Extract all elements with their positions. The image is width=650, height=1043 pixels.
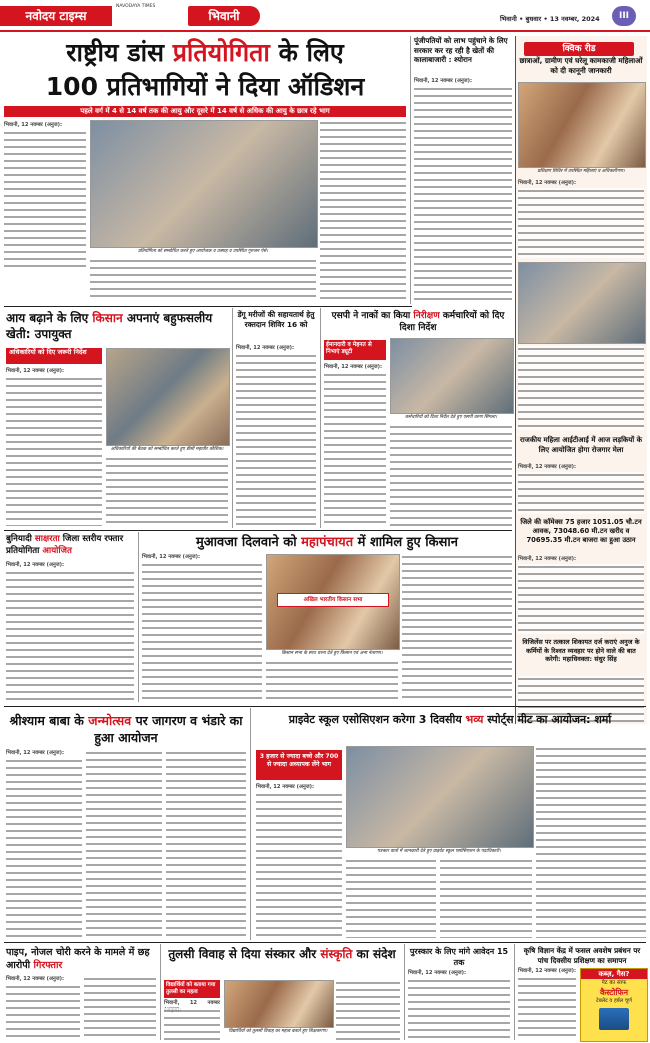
mahapanchayat-photo-caption: किसान सभा के साथ धरना देते हुए किसान एवं अन्य नेतागण। bbox=[281, 651, 383, 656]
kisan-photo bbox=[106, 348, 230, 446]
quick-read-byline: भिवानी, 12 नवम्बर (अनुज): bbox=[518, 180, 577, 186]
sports-meet-photo bbox=[346, 746, 534, 848]
literacy-headline: बुनियादी साक्षरता जिला स्तरीय रफ्तार प्रतियोगिता आयोजित bbox=[6, 534, 124, 556]
sp-photo-caption: कर्मचारियों को दिशा निर्देश देते हुए एसपी वरुण सिंगला। bbox=[405, 415, 497, 420]
side-story-headline: पूंजीपतियों को लाभ पहुंचाने के लिए सरकार कर रह रही है खेतों की कालाबाजारी : श्योरान bbox=[414, 36, 508, 64]
page-number: III bbox=[612, 6, 636, 26]
krishi-headline: कृषि विज्ञान केंद्र में फसल अवशेष प्रबंधन पर पांच दिवसीय प्रशिक्षण का समापन bbox=[523, 946, 641, 965]
kisan-photo-caption: अधिकारियों की बैठक को सम्बोधित करते हुए डीसी महावीर कौशिक। bbox=[110, 447, 224, 452]
side-story-byline: भिवानी, 12 नवम्बर (अनुज): bbox=[414, 78, 473, 84]
quick-read-label: क्विक रीड bbox=[524, 42, 634, 56]
women-iti-byline: भिवानी, 12 नवम्बर (अनुज): bbox=[518, 464, 577, 470]
tulsi-photo-caption: विद्यार्थियों को तुलसी विवाह का महत्व बताते हुए शिक्षकगण। bbox=[228, 1029, 328, 1034]
sp-headline: एसपी ने नाकों का किया निरीक्षण कर्मचारियों को दिए दिशा निर्देश bbox=[331, 311, 505, 333]
literacy-byline: भिवानी, 12 नवम्बर (अनुज): bbox=[6, 562, 65, 568]
ad-line-2: पेट का साफ bbox=[601, 980, 627, 986]
kisan-byline: भिवानी, 12 नवम्बर (अनुज): bbox=[6, 368, 65, 374]
sp-photo bbox=[390, 338, 514, 414]
sp-byline: भिवानी, 12 नवम्बर (अनुज): bbox=[324, 364, 383, 370]
sports-meet-byline: भिवानी, 12 नवम्बर (अनुज): bbox=[256, 784, 315, 790]
award-headline: पुरस्कार के लिए मांगे आवेदन 15 तक bbox=[409, 947, 509, 967]
ad-line-3: टेबलेट व हर्बल चूर्ण bbox=[596, 998, 632, 1004]
dengue-headline: डेंगू मरीजों की सहायतार्थ हेतु रक्तदान शिविर 16 को bbox=[237, 310, 315, 329]
advertisement[interactable] bbox=[580, 968, 648, 1042]
mahapanchayat-banner: अखिल भारतीय किसान सभा bbox=[277, 593, 389, 607]
brand-subtitle: NAVODAYA TIMES bbox=[116, 4, 156, 9]
masthead bbox=[0, 0, 650, 32]
kisan-sub-label: अधिकारियों को दिए जरूरी निर्देश bbox=[6, 348, 102, 364]
quick-read-headline: छात्राओं, ग्रामीण एवं घरेलू कामकाजी महिलाओं को दी कानूनी जानकारी bbox=[519, 56, 643, 75]
section-tab: भिवानी bbox=[188, 6, 260, 26]
brand-logo: नवोदय टाइम्स bbox=[0, 6, 112, 26]
tulsi-headline: तुलसी विवाह से दिया संस्कार और संस्कृति का संदेश bbox=[168, 947, 396, 961]
tulsi-sub-label: विद्यार्थियों को बताया गया तुलसी का महत्व bbox=[164, 980, 220, 998]
dateline: भिवानी • बुधवार • 13 नवम्बर, 2024 bbox=[500, 15, 600, 23]
lead-headline: राष्ट्रीय डांस प्रतियोगिता के लिए 100 प्रतिभागियों ने दिया ऑडिशन bbox=[45, 38, 365, 101]
mahapanchayat-photo bbox=[266, 554, 400, 650]
quick-read-photo-2 bbox=[518, 262, 646, 344]
tulsi-photo bbox=[224, 980, 334, 1028]
quick-read-photo bbox=[518, 82, 646, 168]
sports-meet-callout: 3 हजार से ज्यादा बच्चे और 700 से ज्यादा अध्यापक लेंगे भाग bbox=[256, 750, 342, 780]
shyam-byline: भिवानी, 12 नवम्बर (अनुज): bbox=[6, 750, 65, 756]
award-byline: भिवानी, 12 नवम्बर (अनुज): bbox=[408, 970, 467, 976]
shyam-headline: श्रीश्याम बाबा के जन्मोत्सव पर जागरण व भंडारे का हुआ आयोजन bbox=[9, 713, 243, 745]
krishi-byline: भिवानी, 12 नवम्बर (अनुज): bbox=[518, 968, 577, 974]
market-byline: भिवानी, 12 नवम्बर (अनुज): bbox=[518, 556, 577, 562]
quick-read-caption: प्रशिक्षण शिविर में उपस्थित महिलाएं व अधिकारीगण। bbox=[537, 169, 625, 174]
ad-line-1: कब्ज़, गैस? bbox=[581, 969, 647, 979]
theft-byline: भिवानी, 12 नवम्बर (अनुज): bbox=[6, 976, 65, 982]
lead-photo-caption: प्रतियोगिता को सम्बोधित करते हुए आयोजक व उत्साह व उपस्थित गुरुजन ऐसे। bbox=[137, 249, 269, 254]
ad-product-icon bbox=[599, 1008, 629, 1030]
theft-headline: पाइप, नोजल चोरी करने के मामले में छह आरोपी गिरफ्तार bbox=[6, 947, 150, 971]
sports-meet-photo-caption: पत्रकार वार्ता में जानकारी देते हुए प्राइवेट स्कूल एसोसिएशन के पदाधिकारी। bbox=[377, 849, 501, 854]
lead-headline-highlight: प्रतियोगिता bbox=[172, 38, 270, 67]
market-headline: जिले की कॉमेक्स 75 हजार 1051.05 चौ.टन आवक, 73048.60 मी.टन खरीद व 70695.35 मी.टन बाजरा का हुआ उठान bbox=[520, 518, 642, 545]
dengue-byline: भिवानी, 12 नवम्बर (अनुज): bbox=[236, 345, 295, 351]
ad-brand: कैस्टोफिन bbox=[599, 988, 629, 997]
sports-meet-headline: प्राइवेट स्कूल एसोसिएशन करेगा 3 दिवसीय भव्य स्पोर्ट्स मीट का आयोजन: शर्मा bbox=[288, 713, 612, 726]
lead-byline: भिवानी, 12 नवम्बर (अनुज): bbox=[4, 122, 63, 128]
mahapanchayat-headline: मुआवजा दिलवाने को महापंचायत में शामिल हुए किसान bbox=[196, 535, 458, 550]
mahapanchayat-byline: भिवानी, 12 नवम्बर (अनुज): bbox=[142, 554, 201, 560]
lead-deck: पहले वर्ग में 4 से 14 वर्ष तक की आयु और दूसरे में 14 वर्ष से अधिक की आयु के छात्र रहे भाग bbox=[4, 106, 406, 117]
lead-photo bbox=[90, 120, 318, 248]
kisan-headline: आय बढ़ाने के लिए किसान अपनाएं बहुफसलीय खेती: उपायुक्त bbox=[6, 311, 213, 341]
sp-sub-label: ईमानदारी व मेहनत से निभाएं ड्यूटी bbox=[324, 340, 386, 360]
tulsi-byline: भिवानी, 12 नवम्बर bbox=[164, 1000, 220, 1006]
vigilance-headline: विजिलेंस पर तत्काल शिकायत दर्ज कराएं अनुज के कर्मियों के रिश्वत व्यवहार पर होने वाले की बात करेगी: महाधिवक्ता: संधुर सिंह bbox=[522, 638, 640, 664]
women-iti-headline: राजकीय महिला आईटीआई में आज लड़कियों के लिए आयोजित होगा रोजगार मेला bbox=[519, 436, 642, 454]
